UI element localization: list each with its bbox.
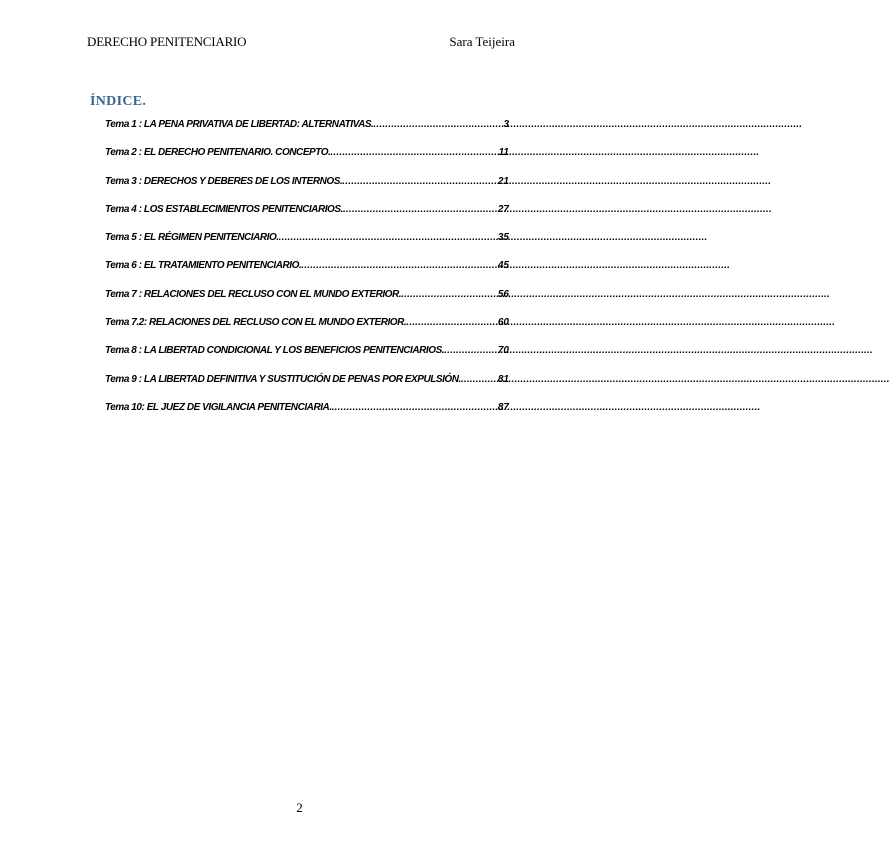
toc-entry-label: Tema 8 : LA LIBERTAD CONDICIONAL Y LOS BENEFICIOS PENITENCIARIOS.: [105, 345, 445, 357]
toc-dot-leader: [301, 260, 497, 271]
toc-entry-page: 87: [497, 401, 509, 413]
toc-dot-leader: [343, 204, 497, 215]
toc-heading: ÍNDICE.: [90, 94, 147, 109]
toc-entry-label: Tema 5 : EL RÉGIMEN PENITENCIARIO.: [105, 232, 279, 244]
page-number: 2: [296, 800, 303, 815]
toc-dot-leader: [332, 402, 497, 413]
toc-entry-label: Tema 9 : LA LIBERTAD DEFINITIVA Y SUSTITUCIÓN DE PENAS POR EXPULSIÓN.: [105, 373, 461, 385]
toc-entry-page: 45: [497, 260, 509, 272]
toc-entry-tema-7-2[interactable]: [105, 317, 509, 345]
toc-entry-label: Tema 7 : RELACIONES DEL RECLUSO CON EL MUNDO EXTERIOR.: [105, 288, 402, 300]
toc-entry-tema-2[interactable]: [105, 147, 509, 175]
toc-entry-tema-7[interactable]: [105, 289, 509, 317]
table-of-contents: [105, 119, 509, 430]
toc-entry-tema-3[interactable]: [105, 176, 509, 204]
toc-entry-tema-6[interactable]: [105, 260, 509, 288]
toc-entry-page: 21: [497, 175, 509, 187]
toc-entry-page: 35: [497, 232, 509, 244]
toc-entry-label: Tema 1 : LA PENA PRIVATIVA DE LIBERTAD: ALTERNATIVAS.: [105, 119, 374, 130]
toc-entry-label: Tema 7.2: RELACIONES DEL RECLUSO CON EL MUNDO EXTERIOR.: [105, 317, 407, 329]
toc-entry-tema-9[interactable]: [105, 374, 509, 402]
toc-entry-page: 27: [497, 203, 509, 215]
toc-dot-leader: [406, 317, 497, 328]
toc-entry-label: Tema 10: EL JUEZ DE VIGILANCIA PENITENCIARIA.: [105, 401, 332, 413]
toc-dot-leader: [330, 147, 497, 158]
toc-entry-page: 60: [497, 317, 509, 329]
toc-entry-tema-1[interactable]: [105, 119, 509, 147]
toc-entry-label: Tema 2 : EL DERECHO PENITENARIO. CONCEPTO.: [105, 147, 331, 159]
toc-entry-page: 81: [497, 373, 509, 385]
toc-entry-page: 56: [497, 288, 509, 300]
toc-entry-tema-4[interactable]: [105, 204, 509, 232]
running-header-title: DERECHO PENITENCIARIO: [87, 34, 247, 49]
toc-entry-label: Tema 4 : LOS ESTABLECIMIENTOS PENITENCIARIOS.: [105, 203, 343, 215]
toc-entry-page: 3: [503, 119, 509, 130]
toc-entry-page: 11: [498, 147, 509, 159]
toc-dot-leader: [373, 119, 502, 130]
toc-entry-tema-10[interactable]: [105, 402, 509, 430]
toc-entry-label: Tema 6 : EL TRATAMIENTO PENITENCIARIO.: [105, 260, 302, 272]
toc-dot-leader: [342, 176, 497, 187]
toc-entry-tema-5[interactable]: [105, 232, 509, 260]
toc-dot-leader: [401, 289, 497, 300]
toc-entry-tema-8[interactable]: [105, 345, 509, 373]
toc-entry-label: Tema 3 : DERECHOS Y DEBERES DE LOS INTERNOS.: [105, 175, 343, 187]
toc-dot-leader: [461, 374, 497, 385]
toc-dot-leader: [279, 232, 497, 243]
running-header-author: Sara Teijeira: [449, 34, 515, 49]
toc-dot-leader: [444, 345, 497, 356]
toc-entry-page: 70: [497, 345, 509, 357]
